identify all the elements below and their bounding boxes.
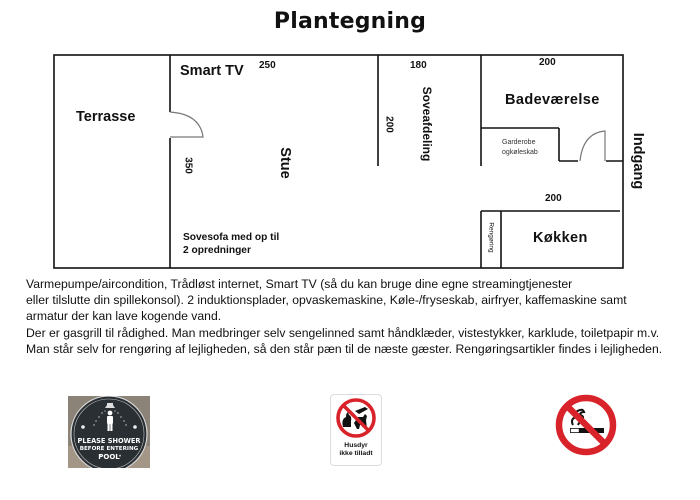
no-smoking-sign [554,393,618,457]
description-line: Der er gasgrill til rådighed. Man medbringer selv sengelinned samt håndklæder, vistestykker, karklude, toiletpapir m.v. [26,325,660,340]
room-label-rengoering: Rengøring [487,222,495,253]
room-label-garderobe [502,138,538,157]
dimension-stue-width: 250 [259,60,276,71]
description-line: Man står selv for rengøring af lejligheden, så den står pæn til de næste gæster. Rengøringsartikler findes i lejligheden. [26,341,663,356]
note-sovesofa-line2: 2 opredninger [183,245,251,256]
page-title: Plantegning [273,9,427,34]
no-pets-line2: ikke tilladt [339,450,373,457]
shower-sign-line2: BEFORE ENTERING [79,445,139,452]
room-label-stue: Stue [277,147,293,179]
shower-sign-line1: PLEASE SHOWER [77,437,141,445]
note-sovesofa [183,231,279,257]
room-label-badevaerelse: Badeværelse [505,92,600,108]
shower-sign [68,396,150,468]
shower-sign-line3: POOL [98,452,120,461]
room-label-indgang: Indgang [630,132,646,190]
no-pets-line1: Husdyr [344,442,368,449]
no-smoking-icon [554,393,618,457]
no-pets-icon [331,395,381,443]
terrasse-door-icon [170,112,203,137]
description-text [26,276,686,357]
garderobe-line2: ogkøleskab [502,148,538,156]
dimension-bad-width: 200 [539,57,556,68]
no-pets-sign [330,394,382,466]
dimension-koekken-width: 200 [545,193,562,204]
room-label-soveafdeling: Soveafdeling [420,86,434,162]
note-sovesofa-line1: Sovesofa med op til [183,232,280,243]
description-line: eller tilslutte din spillekonsol). 2 induktionsplader, opvaskemaskine, Køle-/fryseskab, airfryer, kaffemaskine samt [26,293,627,308]
shower-sign-text [68,438,150,461]
garderobe-line1: Garderobe [502,139,536,146]
room-label-terrasse: Terrasse [76,109,136,125]
description-line: armatur der kan lave kogende vand. [26,309,222,324]
dimension-stue-height: 350 [182,157,194,174]
room-label-koekken: Køkken [533,230,588,246]
no-pets-sign-text [331,442,381,458]
dimension-sove-height: 200 [383,116,395,133]
dimension-sove-width: 180 [410,60,427,71]
note-smart-tv: Smart TV [180,63,244,79]
bathroom-door-icon [580,131,605,161]
description-line: Varmepumpe/aircondition, Trådløst internet, Smart TV (så du kan bruge dine egne streamingtjenester [26,277,573,291]
